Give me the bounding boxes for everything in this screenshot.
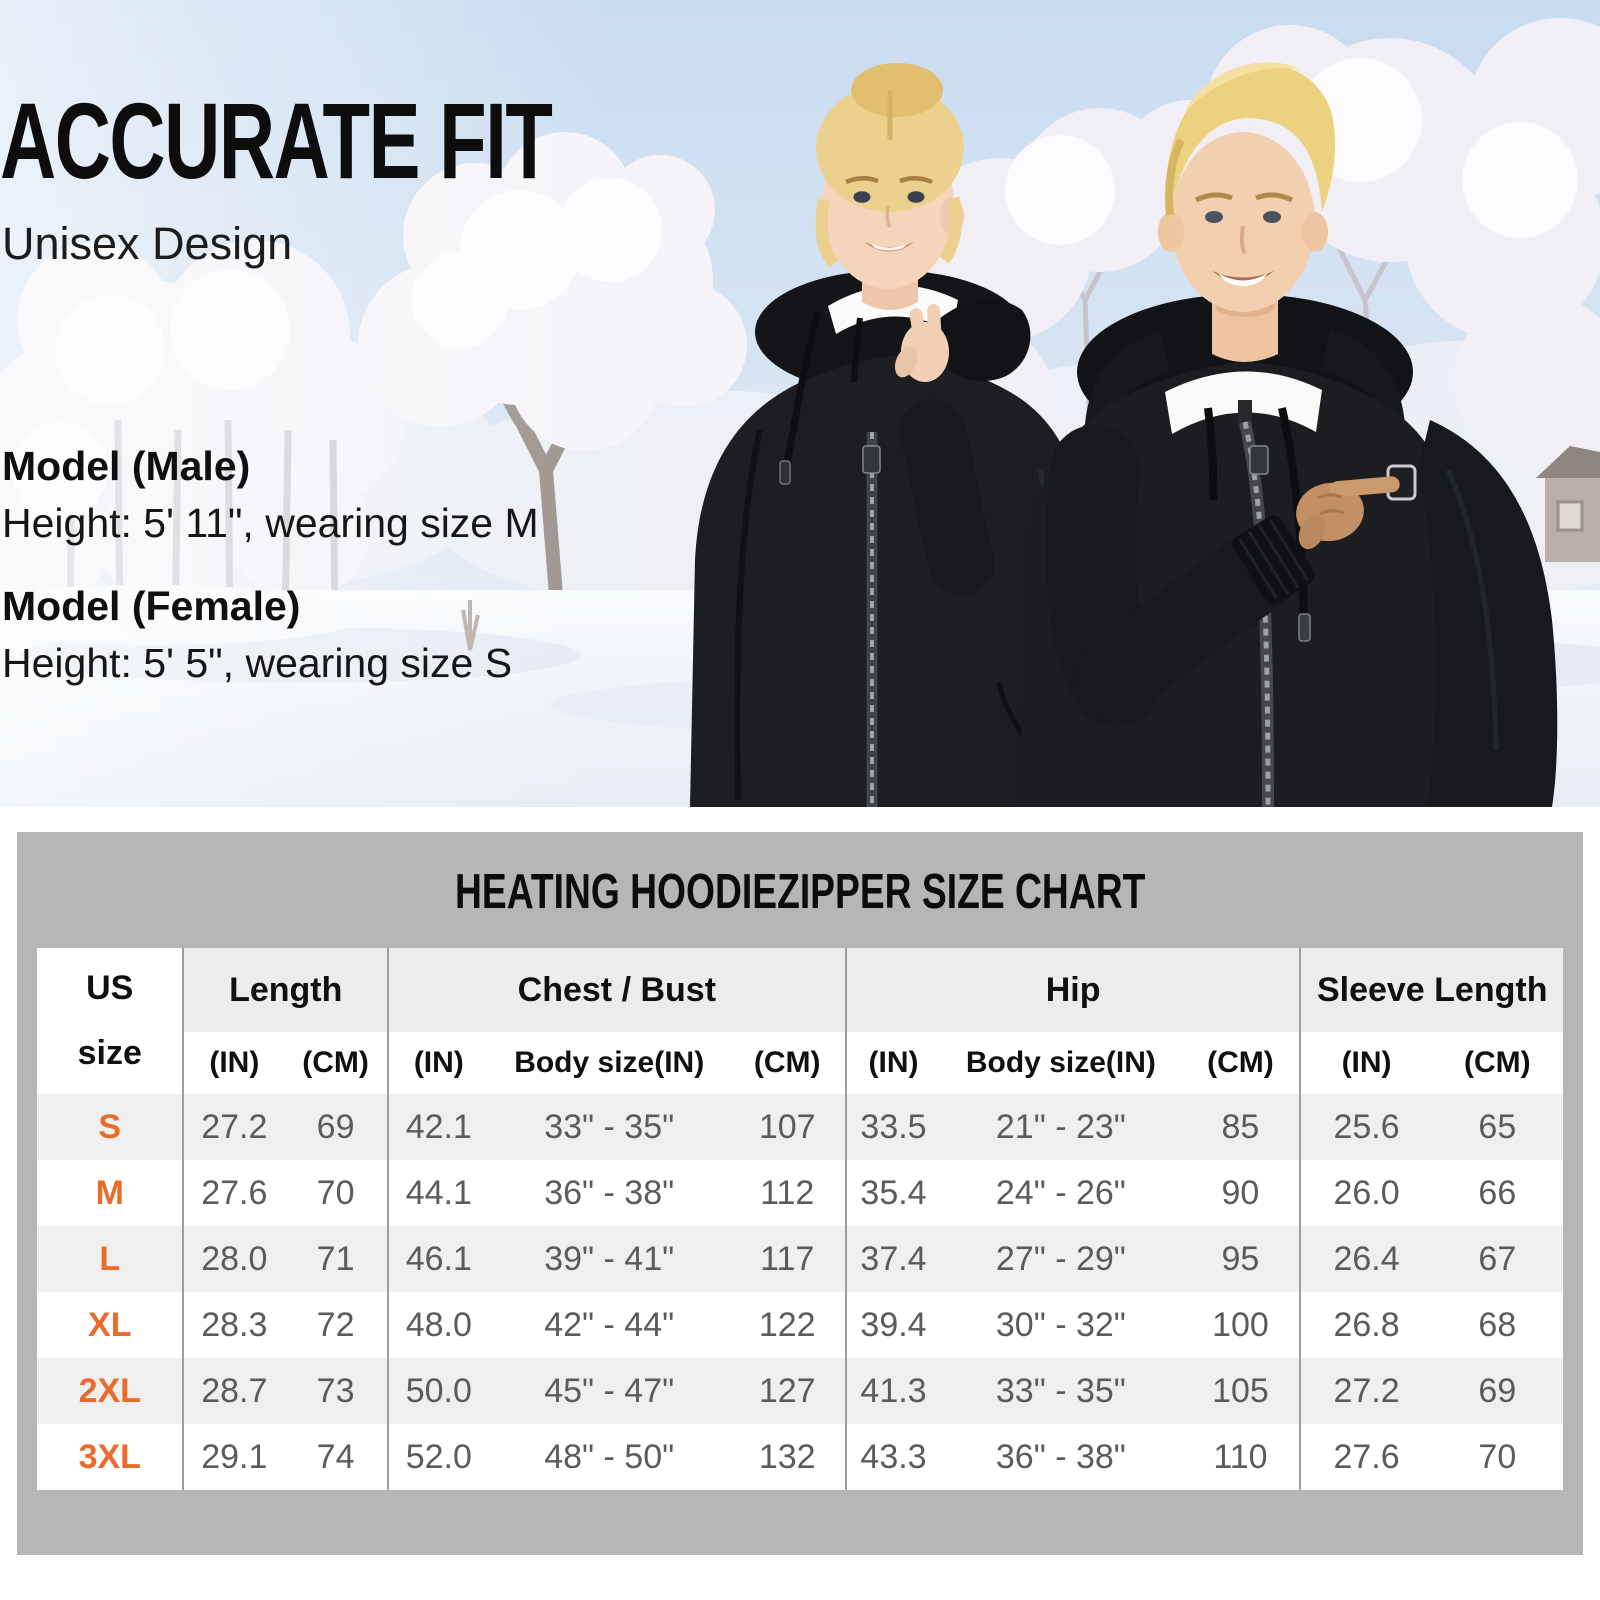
value-cell: 44.1 xyxy=(388,1160,489,1226)
subheader-chest-cm: (CM) xyxy=(730,1032,846,1094)
value-cell: 35.4 xyxy=(846,1160,941,1226)
hero-subtitle: Unisex Design xyxy=(2,218,293,269)
value-cell: 100 xyxy=(1181,1292,1300,1358)
subheader-hip-cm: (CM) xyxy=(1181,1032,1300,1094)
value-cell: 26.4 xyxy=(1300,1226,1431,1292)
value-cell: 33" - 35" xyxy=(489,1094,730,1160)
size-cell: 3XL xyxy=(37,1424,183,1490)
subheader-length-cm: (CM) xyxy=(284,1032,388,1094)
size-cell: 2XL xyxy=(37,1358,183,1424)
value-cell: 70 xyxy=(284,1160,388,1226)
value-cell: 33.5 xyxy=(846,1094,941,1160)
size-chart-table-wrap xyxy=(37,948,1563,1490)
value-cell: 42" - 44" xyxy=(489,1292,730,1358)
subheader-hip-in: (IN) xyxy=(846,1032,941,1094)
value-cell: 69 xyxy=(284,1094,388,1160)
value-cell: 69 xyxy=(1432,1358,1563,1424)
value-cell: 122 xyxy=(730,1292,846,1358)
value-cell: 37.4 xyxy=(846,1226,941,1292)
value-cell: 74 xyxy=(284,1424,388,1490)
value-cell: 95 xyxy=(1181,1226,1300,1292)
size-cell: M xyxy=(37,1160,183,1226)
size-chart-table xyxy=(37,948,1563,1490)
value-cell: 46.1 xyxy=(388,1226,489,1292)
group-header-chest-bust: Chest / Bust xyxy=(388,948,846,1032)
group-header-hip: Hip xyxy=(846,948,1301,1032)
table-row-s xyxy=(37,1094,1563,1160)
hero-title: ACCURATE FIT xyxy=(0,80,552,201)
subheader-chest-in: (IN) xyxy=(388,1032,489,1094)
value-cell: 65 xyxy=(1432,1094,1563,1160)
value-cell: 36" - 38" xyxy=(940,1424,1181,1490)
subheader-length-in: (IN) xyxy=(183,1032,284,1094)
size-cell: L xyxy=(37,1226,183,1292)
value-cell: 72 xyxy=(284,1292,388,1358)
value-cell: 45" - 47" xyxy=(489,1358,730,1424)
value-cell: 105 xyxy=(1181,1358,1300,1424)
size-cell: S xyxy=(37,1094,183,1160)
value-cell: 25.6 xyxy=(1300,1094,1431,1160)
table-row-3xl xyxy=(37,1424,1563,1490)
group-header-length: Length xyxy=(183,948,387,1032)
value-cell: 68 xyxy=(1432,1292,1563,1358)
table-row-m xyxy=(37,1160,1563,1226)
subheader-chest-body: Body size(IN) xyxy=(489,1032,730,1094)
value-cell: 73 xyxy=(284,1358,388,1424)
subheader-sleeve-in: (IN) xyxy=(1300,1032,1431,1094)
value-cell: 28.7 xyxy=(183,1358,284,1424)
table-row-xl xyxy=(37,1292,1563,1358)
value-cell: 27" - 29" xyxy=(940,1226,1181,1292)
size-chart-title: HEATING HOODIEZIPPER SIZE CHART xyxy=(454,865,1146,919)
value-cell: 110 xyxy=(1181,1424,1300,1490)
value-cell: 132 xyxy=(730,1424,846,1490)
us-size-header xyxy=(37,948,183,1094)
value-cell: 90 xyxy=(1181,1160,1300,1226)
subheader-sleeve-cm: (CM) xyxy=(1432,1032,1563,1094)
value-cell: 52.0 xyxy=(388,1424,489,1490)
table-row-l xyxy=(37,1226,1563,1292)
value-cell: 39" - 41" xyxy=(489,1226,730,1292)
value-cell: 28.3 xyxy=(183,1292,284,1358)
value-cell: 70 xyxy=(1432,1424,1563,1490)
value-cell: 66 xyxy=(1432,1160,1563,1226)
table-row-2xl xyxy=(37,1358,1563,1424)
value-cell: 112 xyxy=(730,1160,846,1226)
value-cell: 29.1 xyxy=(183,1424,284,1490)
value-cell: 28.0 xyxy=(183,1226,284,1292)
value-cell: 33" - 35" xyxy=(940,1358,1181,1424)
value-cell: 27.6 xyxy=(183,1160,284,1226)
value-cell: 85 xyxy=(1181,1094,1300,1160)
value-cell: 48" - 50" xyxy=(489,1424,730,1490)
value-cell: 127 xyxy=(730,1358,846,1424)
subheader-hip-body: Body size(IN) xyxy=(940,1032,1181,1094)
value-cell: 24" - 26" xyxy=(940,1160,1181,1226)
value-cell: 42.1 xyxy=(388,1094,489,1160)
us-header-line2: size xyxy=(77,1034,142,1072)
value-cell: 26.8 xyxy=(1300,1292,1431,1358)
model-male-label: Model (Male) xyxy=(2,443,251,489)
value-cell: 107 xyxy=(730,1094,846,1160)
model-female-detail: Height: 5' 5", wearing size S xyxy=(2,640,513,686)
value-cell: 26.0 xyxy=(1300,1160,1431,1226)
size-cell: XL xyxy=(37,1292,183,1358)
value-cell: 41.3 xyxy=(846,1358,941,1424)
value-cell: 48.0 xyxy=(388,1292,489,1358)
value-cell: 36" - 38" xyxy=(489,1160,730,1226)
value-cell: 117 xyxy=(730,1226,846,1292)
group-header-sleeve-length: Sleeve Length xyxy=(1300,948,1563,1032)
model-female-label: Model (Female) xyxy=(2,583,301,629)
value-cell: 67 xyxy=(1432,1226,1563,1292)
value-cell: 21" - 23" xyxy=(940,1094,1181,1160)
value-cell: 30" - 32" xyxy=(940,1292,1181,1358)
value-cell: 43.3 xyxy=(846,1424,941,1490)
size-chart-panel xyxy=(17,832,1583,1555)
model-male-detail: Height: 5' 11", wearing size M xyxy=(2,500,539,546)
value-cell: 27.2 xyxy=(183,1094,284,1160)
us-header-line1: US xyxy=(86,969,134,1008)
value-cell: 27.6 xyxy=(1300,1424,1431,1490)
value-cell: 50.0 xyxy=(388,1358,489,1424)
value-cell: 71 xyxy=(284,1226,388,1292)
value-cell: 39.4 xyxy=(846,1292,941,1358)
value-cell: 27.2 xyxy=(1300,1358,1431,1424)
